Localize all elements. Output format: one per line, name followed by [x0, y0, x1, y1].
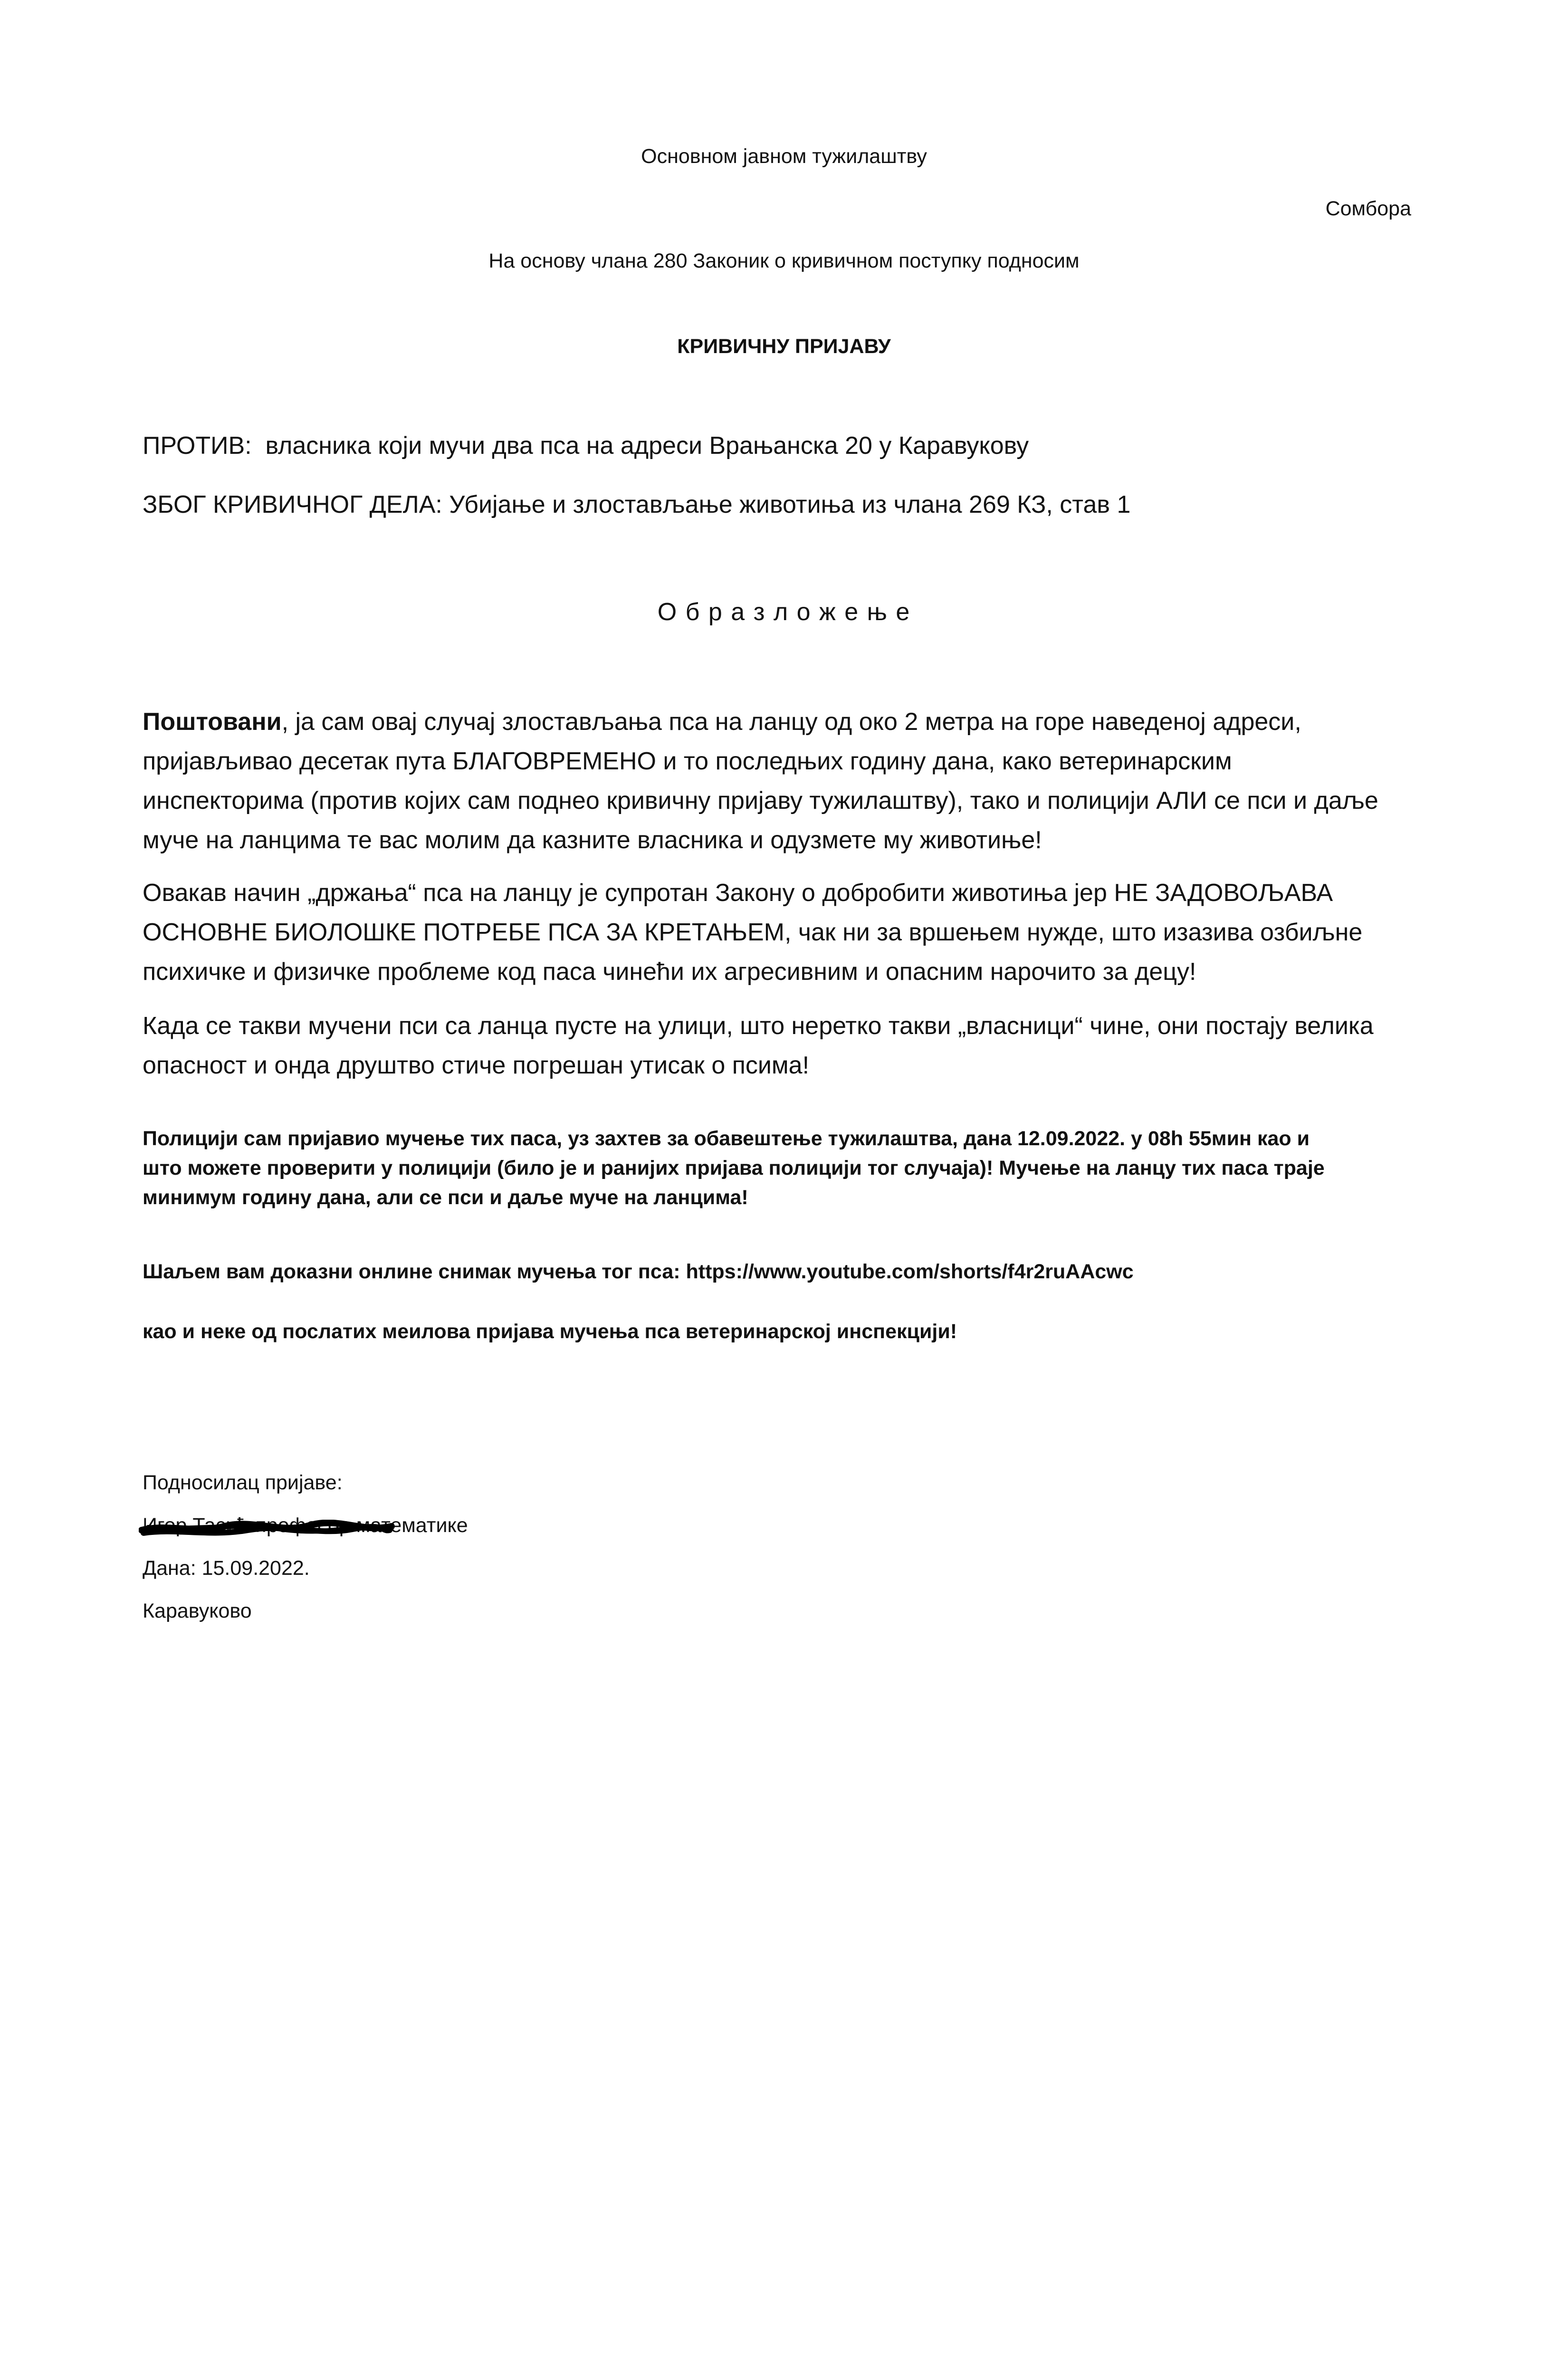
signature-date: Дана: 15.09.2022.: [143, 1557, 310, 1580]
redaction-mark: [139, 1520, 395, 1539]
against-label: ПРОТИВ:: [143, 432, 252, 460]
police-report-line: Полицији сам пријавио мучење тих паса, уз захтев за обавештење тужилаштва, дана 12.09.2022. у 08h 55мин као и: [143, 1127, 1310, 1150]
evidence-line: Шаљем вам доказни онлине снимак мучења тог пса: https://www.youtube.com/shorts/f4r2ruAAcwc: [143, 1260, 1134, 1283]
document-title: КРИВИЧНУ ПРИЈАВУ: [677, 335, 891, 358]
paragraph-1-line-4: муче на ланцима те вас молим да казните власника и одузмете му животиње!: [143, 826, 1042, 854]
paragraph-2-line: Овакав начин „држања“ пса на ланцу је супротан Закону о добробити животиња јер НЕ ЗАДОВОЉАВА: [143, 879, 1333, 907]
paragraph-3: [143, 1006, 1416, 1085]
against-text: власника који мучи два пса на адреси Врањанска 20 у Каравукову: [265, 432, 1029, 460]
paragraph-2: [143, 873, 1416, 992]
emails-note: као и неке од послатих меилова пријава мучења пса ветеринарској инспекцији!: [143, 1320, 957, 1343]
signature-label: Подносилац пријаве:: [143, 1471, 343, 1494]
paragraph-1: [143, 702, 1416, 860]
legal-basis: На основу члана 280 Законик о кривичном поступку подносим: [488, 249, 1080, 272]
paragraph-2-line: ОСНОВНЕ БИОЛОШКЕ ПОТРЕБЕ ПСА ЗА КРЕТАЊЕМ, чак ни за вршењем нужде, што изазива озбиљне: [143, 919, 1363, 946]
against-line: [143, 431, 1029, 460]
addressee: Основном јавном тужилаштву: [641, 145, 927, 168]
paragraph-1-line-1: Поштовани, ја сам овај случај злостављања пса на ланцу од око 2 метра на горе наведеној адреси,: [143, 708, 1301, 736]
city: Сомбора: [1325, 197, 1411, 220]
salutation: Поштовани: [143, 708, 282, 736]
paragraph-2-line: психичке и физичке проблеме код паса чинећи их агресивним и опасним нарочито за децу!: [143, 958, 1196, 986]
paragraph-3-line: Када се такви мучени пси са ланца пусте на улици, што неретко такви „власници“ чине, они постају велика: [143, 1012, 1374, 1040]
paragraph-1-line-2: пријављивао десетак пута БЛАГОВРЕМЕНО и то последњих годину дана, како ветеринарским: [143, 747, 1232, 775]
signature-name: Игор Тасић-професор математике: [143, 1514, 468, 1537]
paragraph-1-line-3: инспекторима (против којих сам поднео кривичну пријаву тужилаштву), тако и полицији АЛИ се пси и даље: [143, 787, 1378, 814]
signature-block: [143, 1461, 468, 1632]
offense-line: ЗБОГ КРИВИЧНОГ ДЕЛА: Убијање и злостављање животиња из члана 269 КЗ, став 1: [143, 491, 1131, 518]
paragraph-3-line: опасност и онда друштво стиче погрешан утисак о псима!: [143, 1052, 810, 1079]
police-report-line: што можете проверити у полицији (било је и ранијих пријава полицији тог случаја)! Мучење на ланцу тих паса траје: [143, 1157, 1325, 1179]
police-report-line: минимум годину дана, али се пси и даље муче на ланцима!: [143, 1186, 748, 1209]
reasoning-heading: О б р а з л о ж е њ е: [657, 598, 911, 626]
police-report-paragraph: [143, 1124, 1416, 1212]
signature-place: Каравуково: [143, 1600, 252, 1622]
